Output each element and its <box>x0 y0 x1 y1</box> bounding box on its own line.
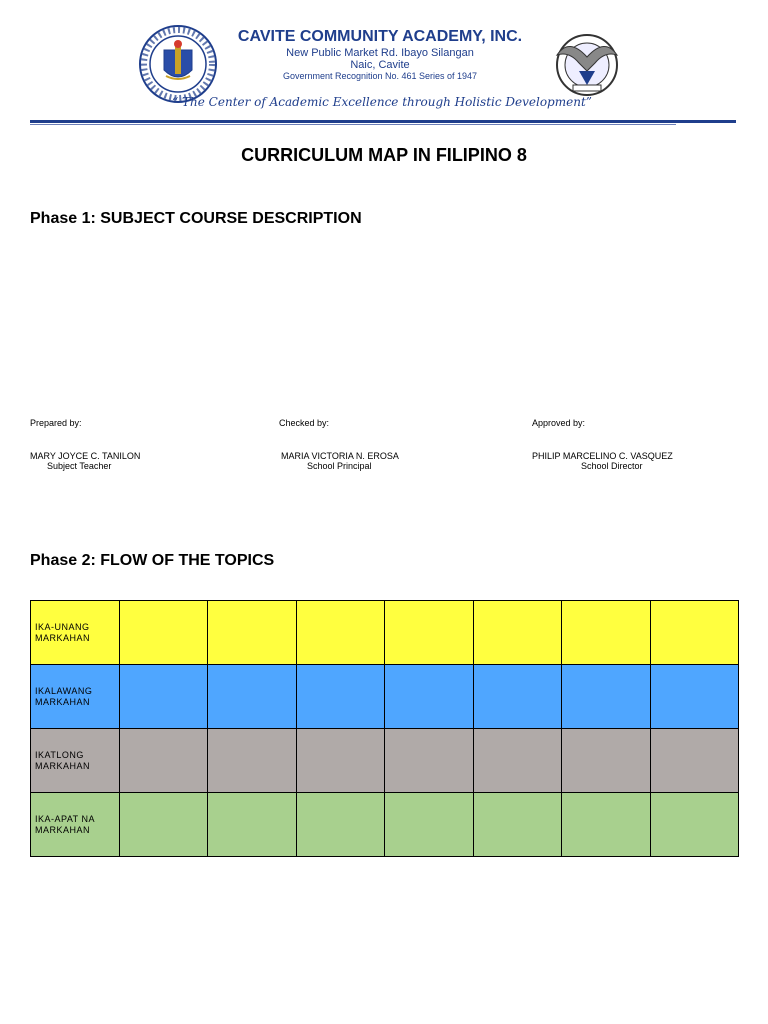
topic-cell[interactable] <box>473 793 561 857</box>
signatory-name: MARY JOYCE C. TANILON <box>30 451 141 461</box>
phase1-heading: Phase 1: SUBJECT COURSE DESCRIPTION <box>30 210 362 227</box>
document-title: CURRICULUM MAP IN FILIPINO 8 <box>241 145 527 165</box>
quarter-label-line: MARKAHAN <box>35 696 91 707</box>
topic-cell[interactable] <box>650 601 738 665</box>
phase2-heading: Phase 2: FLOW OF THE TOPICS <box>30 552 275 569</box>
topic-cell[interactable] <box>208 601 296 665</box>
topic-cell[interactable] <box>473 665 561 729</box>
quarter-label-line: MARKAHAN <box>35 760 91 771</box>
topic-cell[interactable] <box>562 793 650 857</box>
approved-by-caption: Approved by: <box>532 418 586 428</box>
topic-cell[interactable] <box>208 729 296 793</box>
address-line-2: Naic, Cavite <box>350 59 410 71</box>
signatory-approved <box>532 451 673 471</box>
topic-cell[interactable] <box>650 793 738 857</box>
address-line-1: New Public Market Rd. Ibayo Silangan <box>286 47 474 59</box>
topic-cell[interactable] <box>385 665 473 729</box>
quarter-label-line: MARKAHAN <box>35 824 91 835</box>
topic-cell[interactable] <box>562 729 650 793</box>
quarter-row <box>31 665 739 729</box>
topic-cell[interactable] <box>650 665 738 729</box>
government-recognition: Government Recognition No. 461 Series of 1947 <box>282 71 478 81</box>
quarter-label <box>31 665 120 729</box>
quarter-label-line: IKATLONG <box>35 749 84 760</box>
topic-cell[interactable] <box>385 793 473 857</box>
topic-cell[interactable] <box>296 665 384 729</box>
quarter-row <box>31 601 739 665</box>
topic-cell[interactable] <box>208 665 296 729</box>
signatory-role: Subject Teacher <box>47 461 112 471</box>
topic-cell[interactable] <box>385 601 473 665</box>
quarter-row <box>31 729 739 793</box>
topic-cell[interactable] <box>120 729 208 793</box>
school-motto: “ The Center of Academic Excellence through Holistic Development” <box>172 95 592 109</box>
signatory-prepared <box>30 451 140 471</box>
topic-cell[interactable] <box>120 665 208 729</box>
signatory-role: School Director <box>581 461 643 471</box>
topic-cell[interactable] <box>120 793 208 857</box>
topic-cell[interactable] <box>208 793 296 857</box>
prepared-by-caption: Prepared by: <box>30 418 82 428</box>
quarter-label <box>31 729 120 793</box>
school-name: CAVITE COMMUNITY ACADEMY, INC. <box>237 28 523 45</box>
quarter-row <box>31 793 739 857</box>
topic-cell[interactable] <box>120 601 208 665</box>
signatory-role: School Principal <box>307 461 372 471</box>
quarter-label-line: MARKAHAN <box>35 632 91 643</box>
quarter-label-line: IKA-APAT NA <box>35 813 96 824</box>
quarter-label <box>31 793 120 857</box>
topic-cell[interactable] <box>473 729 561 793</box>
topic-cell[interactable] <box>296 729 384 793</box>
topics-flow-table <box>30 600 739 857</box>
topic-cell[interactable] <box>562 665 650 729</box>
header-divider-thin <box>30 124 676 125</box>
topic-cell[interactable] <box>562 601 650 665</box>
topic-cell[interactable] <box>385 729 473 793</box>
quarter-label-line: IKALAWANG <box>35 685 93 696</box>
header-divider <box>30 120 736 123</box>
topic-cell[interactable] <box>296 601 384 665</box>
checked-by-caption: Checked by: <box>279 418 330 428</box>
topic-cell[interactable] <box>473 601 561 665</box>
signatory-checked <box>281 451 399 471</box>
quarter-label <box>31 601 120 665</box>
topic-cell[interactable] <box>650 729 738 793</box>
signatory-name: PHILIP MARCELINO C. VASQUEZ <box>532 451 673 461</box>
signatory-name: MARIA VICTORIA N. EROSA <box>281 451 399 461</box>
topic-cell[interactable] <box>296 793 384 857</box>
quarter-label-line: IKA-UNANG <box>35 621 90 632</box>
